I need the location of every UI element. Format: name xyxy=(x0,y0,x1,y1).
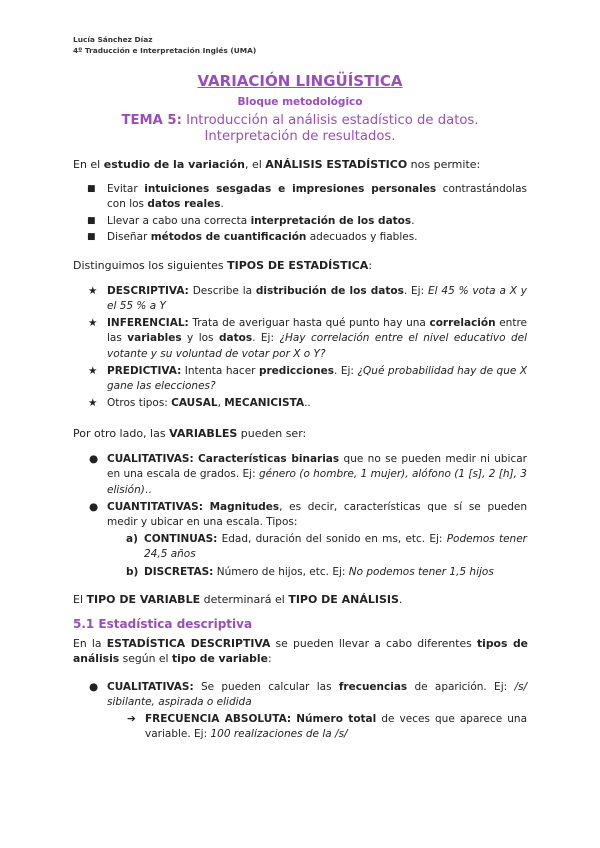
type-predictiva: PREDICTIVA: Intenta hacer predicciones. Ej: ¿Qué probabilidad hay de que X gane las elecciones? xyxy=(107,365,528,393)
list-item: Llevar a cabo una correcta interpretación de los datos. xyxy=(107,215,415,227)
var-discretas: DISCRETAS: Número de hijos, etc. Ej: No podemos tener 1,5 hijos xyxy=(144,566,494,578)
type-otros: Otros tipos: CAUSAL, MECANICISTA.. xyxy=(107,397,311,409)
document-title: VARIACIÓN LINGÜÍSTICA xyxy=(197,72,403,90)
block-subtitle: Bloque metodológico xyxy=(237,96,363,108)
dot-bullet-icon: ● xyxy=(89,453,99,465)
intro-paragraph: En el estudio de la variación, el ANÁLISIS ESTADÍSTICO nos permite: xyxy=(73,158,481,171)
star-bullet-icon: ★ xyxy=(88,285,98,297)
var-cuantitativas: CUANTITATIVAS: Magnitudes, es decir, características que sí se pueden medir y ubicar en una escala. Tipos: xyxy=(107,501,528,529)
topic-line-1: Introducción al análisis estadístico de datos. xyxy=(186,113,479,128)
square-bullet-icon: ■ xyxy=(87,216,96,226)
dot-bullet-icon: ● xyxy=(89,501,99,513)
topic-title xyxy=(0,113,600,145)
freq-absoluta: FRECUENCIA ABSOLUTA: Número total de veces que aparece una variable. Ej: 100 realizaciones de la /s/ xyxy=(145,713,527,741)
arrow-right-icon: ➔ xyxy=(127,713,136,725)
list-item: Diseñar métodos de cuantificación adecuados y fiables. xyxy=(107,231,418,243)
var-cualitativas: CUALITATIVAS: Características binarias que no se pueden medir ni ubicar en una escala de grados. Ej: género (o hombre, 1 mujer), alófono (1 [s], 2 [h], 3 elisión).. xyxy=(107,453,527,496)
star-bullet-icon: ★ xyxy=(88,397,98,409)
author-name: Lucía Sánchez Díaz xyxy=(73,35,153,44)
tipo-variable-paragraph: El TIPO DE VARIABLE determinará el TIPO DE ANÁLISIS. xyxy=(73,593,403,606)
type-descriptiva: DESCRIPTIVA: Describe la distribución de los datos. Ej: El 45 % vota a X y el 55 % a Y xyxy=(107,285,527,313)
var-continuas: CONTINUAS: Edad, duración del sonido en ms, etc. Ej: Podemos tener 24,5 años xyxy=(144,533,527,561)
section-heading: 5.1 Estadística descriptiva xyxy=(73,617,253,631)
types-intro: Distinguimos los siguientes TIPOS DE ESTADÍSTICA: xyxy=(73,259,373,272)
desc-cualitativas: CUALITATIVAS: Se pueden calcular las frecuencias de aparición. Ej: /s/ sibilante, aspirada o elidida xyxy=(107,681,527,709)
topic-label: TEMA 5: xyxy=(121,113,182,128)
sub-marker-a: a) xyxy=(126,533,138,545)
star-bullet-icon: ★ xyxy=(88,317,98,329)
page-header xyxy=(73,35,256,56)
star-bullet-icon: ★ xyxy=(88,365,98,377)
square-bullet-icon: ■ xyxy=(87,232,96,242)
variables-intro: Por otro lado, las VARIABLES pueden ser: xyxy=(73,427,307,440)
desc-intro-paragraph: En la ESTADÍSTICA DESCRIPTIVA se pueden llevar a cabo diferentes tipos de análisis según el tipo de variable: xyxy=(73,637,528,666)
square-bullet-icon: ■ xyxy=(87,184,96,194)
course-name: 4º Traducción e Interpretación Inglés (UMA) xyxy=(73,45,257,55)
sub-marker-b: b) xyxy=(126,566,139,578)
topic-line-2: Interpretación de resultados. xyxy=(204,129,396,144)
type-inferencial: INFERENCIAL: Trata de averiguar hasta qué punto hay una correlación entre las variables y los datos. Ej: ¿Hay correlación entre el nivel educativo del votante y su voluntad de votar por X o Y? xyxy=(107,317,527,360)
dot-bullet-icon: ● xyxy=(89,681,99,693)
list-item: Evitar intuiciones sesgadas e impresiones personales contrastándolas con los datos reales. xyxy=(107,183,527,211)
